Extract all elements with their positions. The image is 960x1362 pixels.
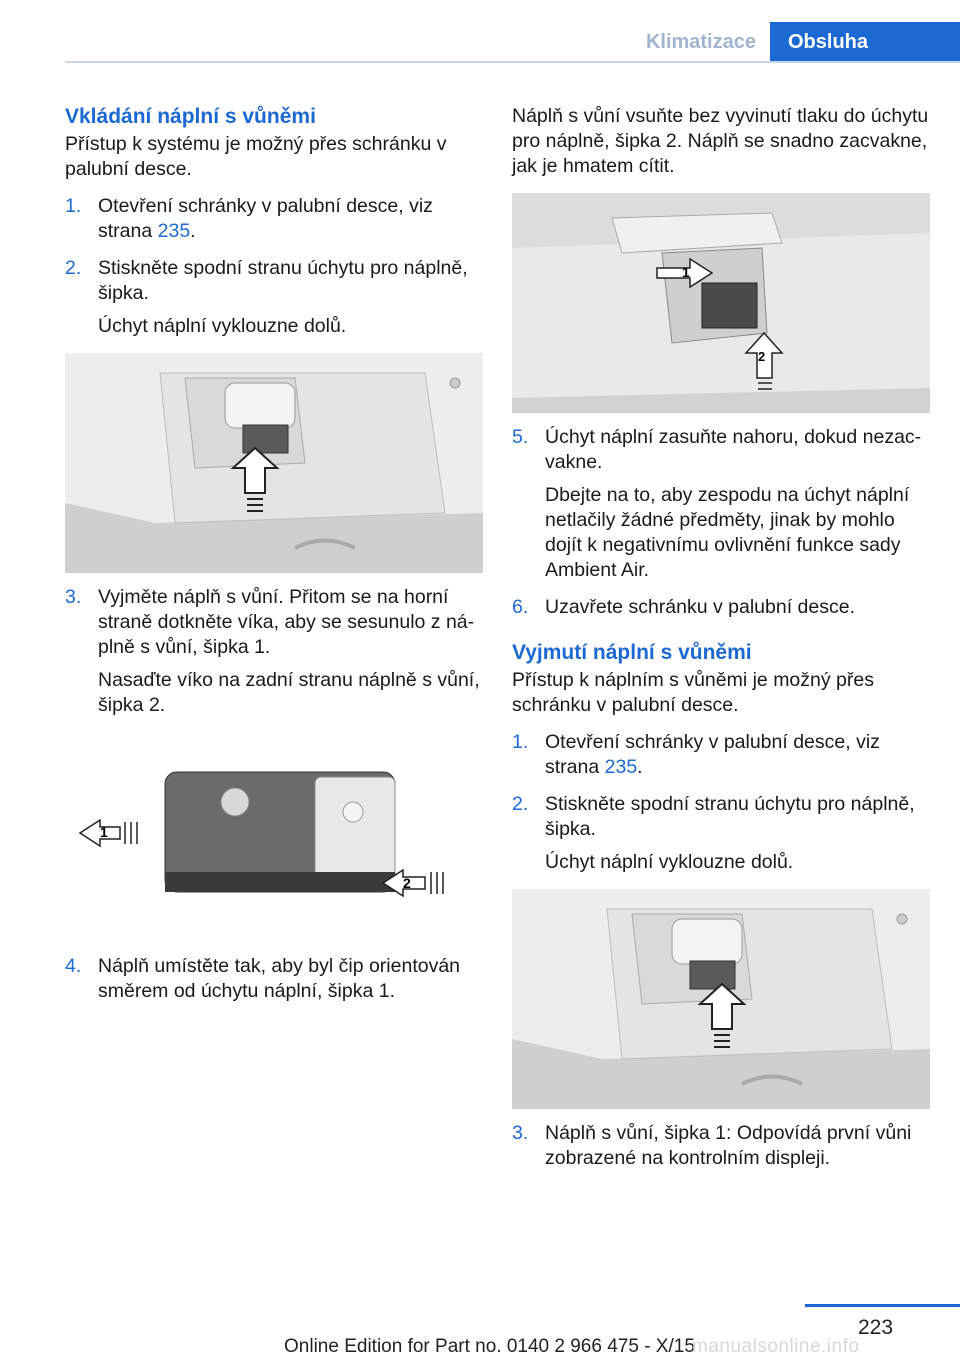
list-item	[512, 425, 930, 583]
section-title-insert: Vkládání náplní s vůněmi	[65, 105, 316, 128]
step-text-end: .	[637, 756, 643, 778]
list-item	[512, 595, 930, 620]
section-gap	[512, 620, 930, 636]
insert-refill-illustration	[512, 193, 930, 413]
left-column	[65, 100, 483, 1004]
step-number: 3.	[65, 586, 82, 608]
list-item	[512, 730, 930, 780]
glovebox-illustration	[512, 889, 930, 1109]
step-number: 1.	[65, 195, 82, 217]
step-text: Otevření schránky v palubní desce, viz strana	[545, 731, 880, 778]
intro-text: Přístup k systému je možný přes schránku v palubní desce.	[65, 133, 447, 180]
step-subtext: Úchyt náplní vyklouzne dolů.	[545, 851, 794, 873]
page-number: 223	[858, 1316, 894, 1339]
list-item	[65, 954, 483, 1004]
step-text-end: .	[190, 220, 196, 242]
section-tab[interactable]: Klimatizace	[628, 22, 770, 62]
step-subtext: Dbejte na to, aby zespodu na úchyt náplní netlačily žádné předměty, jinak by mohlo dojít k negativnímu ovlivnění funkce sady Ambient Air.	[545, 484, 910, 581]
step-number: 5.	[512, 426, 529, 448]
figure-refill-lid	[65, 732, 483, 942]
list-item	[65, 256, 483, 339]
step-text: Vyjměte náplň s vůní. Přitom se na horní straně dotkněte víka, aby se sesunulo z náplně s vůní, šipka 1.	[98, 586, 475, 658]
chapter-tab[interactable]: Obsluha	[770, 22, 960, 62]
step-text: Náplň s vůní, šipka 1: Odpovídá první vůni zobrazené na kontrolním displeji.	[545, 1122, 912, 1169]
page-link[interactable]: 235	[157, 220, 191, 242]
figure-insert-refill	[512, 193, 930, 413]
list-item	[65, 585, 483, 718]
step-number: 4.	[65, 955, 82, 977]
step-subtext: Úchyt náplní vyklouzne dolů.	[98, 315, 347, 337]
edition-text: Online Edition for Part no. 0140 2 966 475 - X/15	[284, 1336, 695, 1357]
arrow-label-1: 1	[100, 824, 108, 840]
header-tabs	[628, 22, 960, 62]
figure-glovebox-holder	[65, 353, 483, 573]
list-item	[512, 1121, 930, 1171]
step-text: Úchyt náplní zasuňte nahoru, dokud nezacvakne.	[545, 426, 922, 473]
list-item	[65, 194, 483, 244]
arrow-label-2: 2	[403, 875, 411, 891]
arrow-label-2: 2	[758, 349, 766, 364]
step-number: 3.	[512, 1122, 529, 1144]
step-number: 6.	[512, 596, 529, 618]
step-text: Uzavřete schránku v palubní desce.	[545, 596, 856, 618]
arrow-label-1: 1	[682, 264, 690, 280]
step-text: Otevření schránky v palubní desce, viz strana	[98, 195, 433, 242]
step-number: 1.	[512, 731, 529, 753]
intro-text: Přístup k náplním s vůněmi je možný přes schránku v palubní desce.	[512, 669, 874, 716]
glovebox-illustration	[65, 353, 483, 573]
list-item	[512, 792, 930, 875]
step-number: 2.	[65, 257, 82, 279]
page-link[interactable]: 235	[604, 756, 638, 778]
step-number: 2.	[512, 793, 529, 815]
step-text: Náplň umístěte tak, aby byl čip orientován směrem od úchytu náplní, šipka 1.	[98, 955, 461, 1002]
footer-rule	[805, 1304, 960, 1307]
refill-lid-illustration	[65, 732, 483, 942]
section-title-remove: Vyjmutí náplní s vůněmi	[512, 641, 752, 664]
right-column	[512, 100, 930, 1171]
header-rule	[65, 61, 960, 63]
step-subtext: Nasaďte víko na zadní stranu náplně s vůní, šipka 2.	[98, 669, 480, 716]
watermark: manualsonline.info	[692, 1336, 860, 1357]
intro-text: Náplň s vůní vsuňte bez vyvinutí tlaku do úchytu pro náplně, šipka 2. Náplň se snadno zacvakne, jak je hmatem cítit.	[512, 105, 929, 177]
step-text: Stiskněte spodní stranu úchytu pro náplně, šipka.	[98, 257, 468, 304]
step-text: Stiskněte spodní stranu úchytu pro náplně, šipka.	[545, 793, 915, 840]
figure-glovebox-holder-2	[512, 889, 930, 1109]
